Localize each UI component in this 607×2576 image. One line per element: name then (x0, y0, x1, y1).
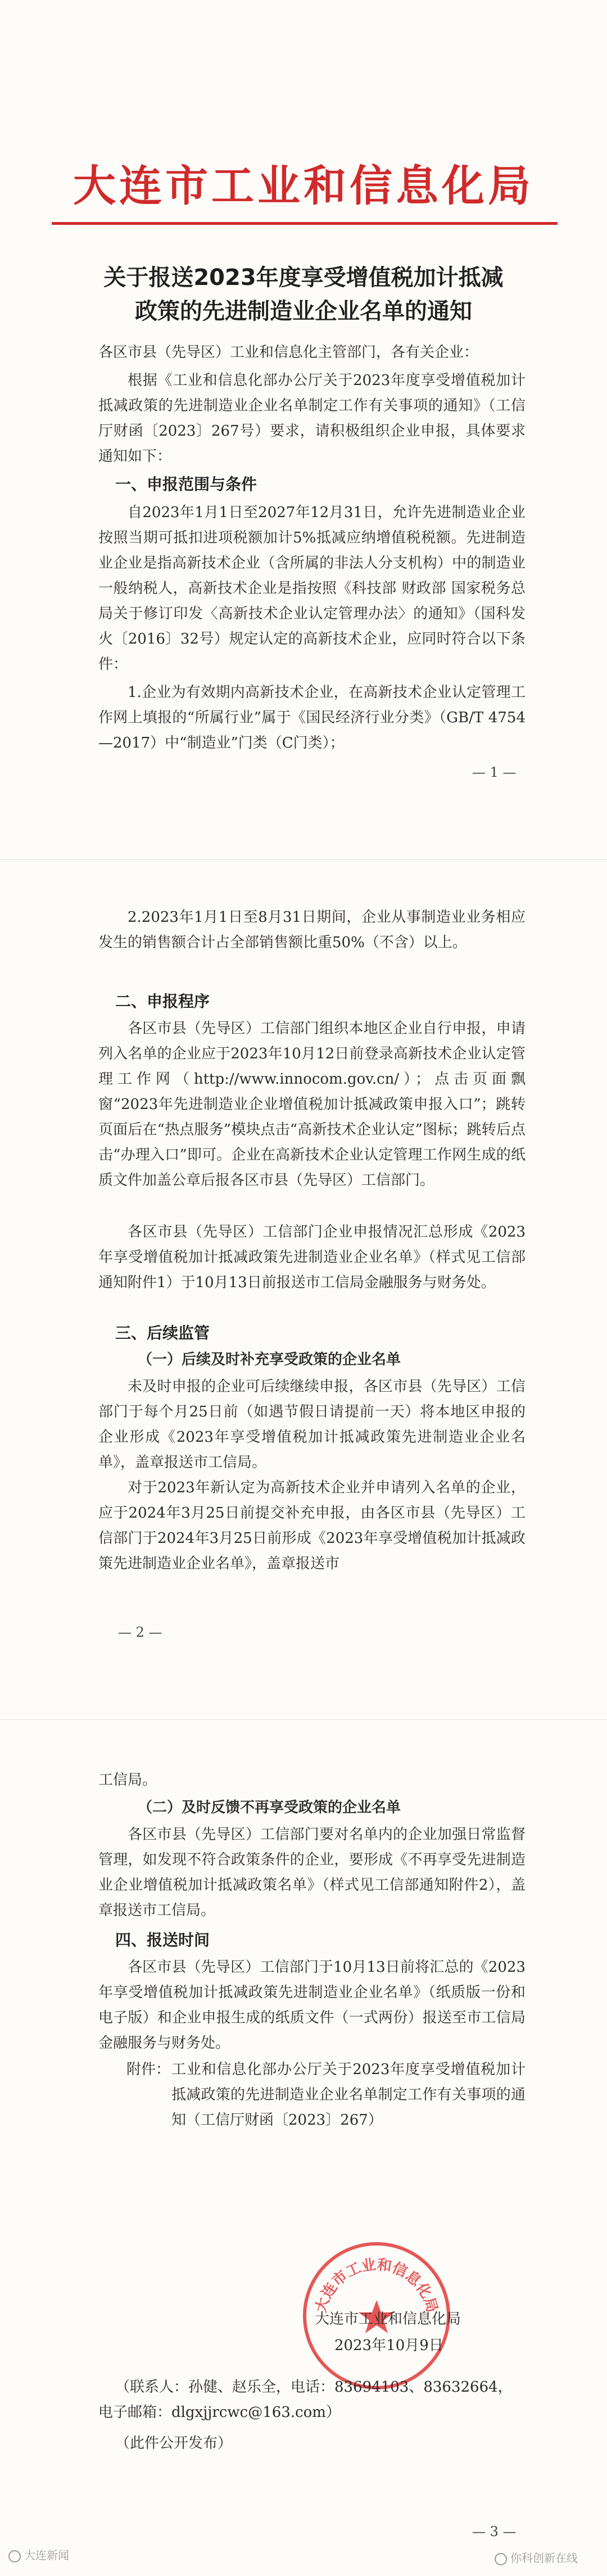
watermark-left (8, 2546, 69, 2563)
signature-organization: 大连市工业和信息化局 (315, 2311, 461, 2328)
red-divider-line (52, 222, 558, 225)
section-1-heading: 一、申报范围与条件 (115, 475, 257, 494)
signature-date: 2023年10月9日 (334, 2337, 443, 2354)
wechat-account-icon (495, 2553, 507, 2565)
attachment-text: 工业和信息化部办公厅关于2023年度享受增值税加计抵减政策的先进制造业企业名单制定工作有关事项的通知（工信厅财函〔2023〕267） (171, 2061, 526, 2129)
page-number-3: — 3 — (472, 2524, 517, 2539)
news-logo-icon (8, 2550, 21, 2563)
intro-paragraph: 根据《工业和信息化部办公厅关于2023年度享受增值税加计抵减政策的先进制造业企业名单制定工作有关事项的通知》（工信厅财函〔2023〕267号）要求，请积极组织企业申报，具体要求通知如下： (98, 372, 526, 465)
watermark-right (495, 2549, 578, 2565)
page-number-1: — 1 — (472, 764, 517, 780)
section-4-heading: 四、报送时间 (115, 1931, 210, 1949)
section-3-heading: 三、后续监管 (115, 1324, 210, 1342)
document-title-line-1: 关于报送2023年度享受增值税加计抵减 (103, 265, 504, 291)
section-3-paragraph-1: 未及时申报的企业可后续继续申报，各区市县（先导区）工信部门于每个月25日前（如遇节假日请提前一天）将本地区申报的企业形成《2023年享受增值税加计抵减政策先进制造业企业名单》，盖章报送市工信局。 (98, 1378, 526, 1471)
publication-note: （此件公开发布） (115, 2435, 233, 2452)
issuing-authority-header: 大连市工业和信息化局 (73, 161, 534, 211)
document-title-line-2: 政策的先进制造业企业名单的通知 (135, 298, 472, 324)
section-2-paragraph-2: 各区市县（先导区）工信部门企业申报情况汇总形成《2023年享受增值税加计抵减政策先进制造业企业名单》（样式见工信部通知附件1）于10月13日前报送市工信局金融服务与财务处。 (98, 1224, 526, 1291)
document-page-2 (0, 860, 607, 1720)
watermark-left-text: 大连新闻 (24, 2548, 69, 2562)
attachment-label: 附件： (126, 2061, 171, 2078)
salutation: 各区市县（先导区）工业和信息化主管部门，各有关企业： (98, 344, 479, 361)
section-3-paragraph-2-continued: 工信局。 (98, 1772, 157, 1789)
watermark-right-text: 你科创新在线 (510, 2551, 578, 2565)
section-4-paragraph: 各区市县（先导区）工信部门于10月13日前将汇总的《2023年享受增值税加计抵减政策先进制造业企业名单》（纸质版一份和电子版）和企业申报生成的纸质文件（一式两份）报送至市工信局金融服务与财务处。 (98, 1959, 526, 2052)
section-3-paragraph-3: 各区市县（先导区）工信部门要对名单内的企业加强日常监督管理，如发现不符合政策条件的企业，要形成《不再享受先进制造业企业增值税加计抵减政策名单》（样式见工信部通知附件2），盖章报送市工信局。 (98, 1826, 526, 1919)
document-page-1 (0, 0, 607, 860)
section-3-subheading-2: （二）及时反馈不再享受政策的企业名单 (138, 1799, 401, 1816)
page-number-2: — 2 — (118, 1624, 162, 1640)
condition-1: 1.企业为有效期内高新技术企业，在高新技术企业认定管理工作网上填报的“所属行业”属于《国民经济行业分类》（GB/T 4754—2017）中“制造业”门类（C门类）； (98, 684, 526, 751)
section-1-paragraph: 自2023年1月1日至2027年12月31日，允许先进制造业企业按照当期可抵扣进项税额加计5%抵减应纳增值税税额。先进制造业企业是指高新技术企业（含所属的非法人分支机构）中的制造业一般纳税人，高新技术企业是指按照《科技部 财政部 国家税务总局关于修订印发〈高新技术企业认定管理办法〉的通知》（国科发火〔2016〕32号）规定认定的高新技术企业，应同时符合以下条件： (98, 504, 526, 673)
section-2-heading: 二、申报程序 (115, 992, 210, 1011)
svg-text:大连市工业和信息化局: 大连市工业和信息化局 (312, 2256, 441, 2315)
contact-line-1: （联系人：孙健、赵乐全，电话：83694103、83632664， (115, 2379, 513, 2396)
section-2-paragraph-1: 各区市县（先导区）工信部门组织本地区企业自行申报，申请列入名单的企业应于2023年10月12日前登录高新技术企业认定管理工作网（http://www.innocom.gov.cn/）；点击页面飘窗“2023年先进制造业企业增值税加计抵减政策申报入口”；跳转页面后在“热点服务”模块点击“高新技术企业认定”图标；跳转后点击“办理入口”即可。企业在高新技术企业认定管理工作网生成的纸质文件加盖公章后报各区市县（先导区）工信部门。 (98, 1020, 526, 1189)
condition-2: 2.2023年1月1日至8月31日期间，企业从事制造业业务相应发生的销售额合计占全部销售额比重50%（不含）以上。 (98, 909, 526, 951)
section-3-subheading-1: （一）后续及时补充享受政策的企业名单 (138, 1351, 401, 1368)
contact-line-2: 电子邮箱：dlgxjjrcwc@163.com） (98, 2404, 341, 2421)
section-3-paragraph-2: 对于2023年新认定为高新技术企业并申请列入名单的企业，应于2024年3月25日前提交补充申报，由各区市县（先导区）工信部门于2024年3月25日前形成《2023年享受增值税加计抵减政策先进制造业企业名单》，盖章报送市 (98, 1479, 526, 1572)
